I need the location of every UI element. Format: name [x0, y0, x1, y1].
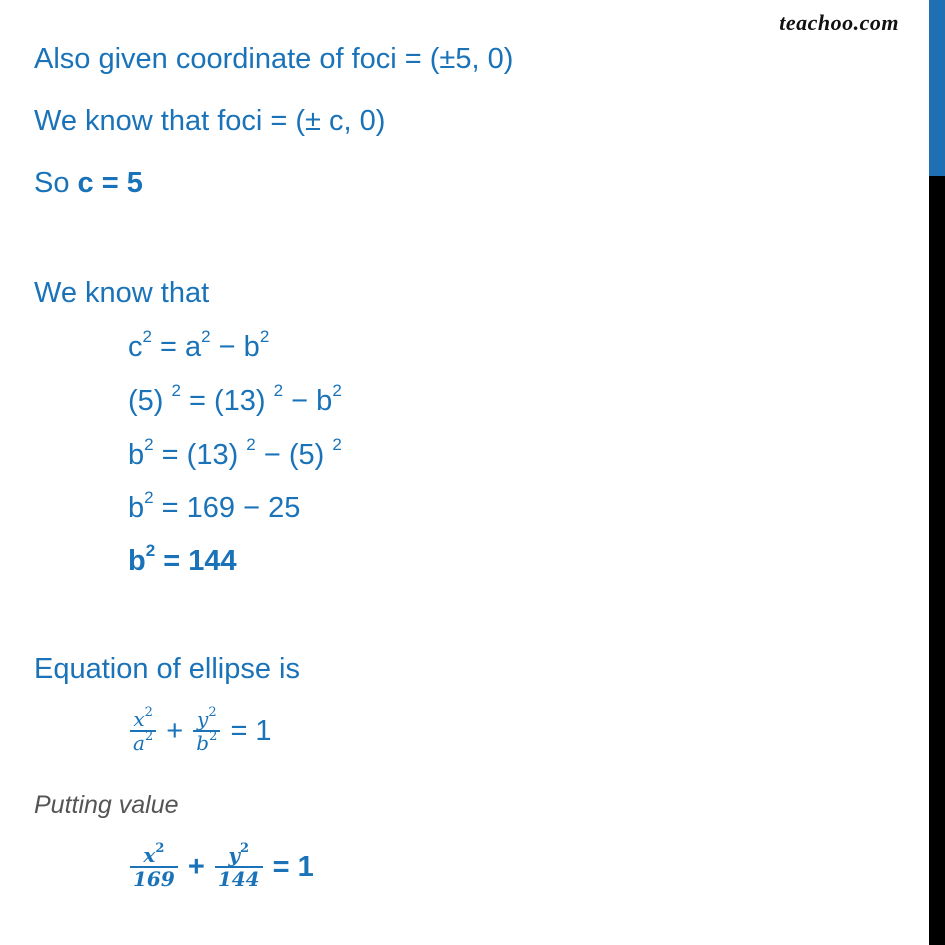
fraction-y-over-144: $\frac{y^2}{144}$ — [215, 844, 263, 890]
foci-given-line: Also given coordinate of foci = (±5, 0) — [34, 43, 514, 75]
fraction-y-over-b: $\frac{y^2}{b^2}$ — [193, 708, 220, 754]
so-prefix: So — [34, 167, 70, 199]
fraction-x-over-a: $\frac{x^2}{a^2}$ — [130, 708, 156, 754]
final-equation: $\frac{x^2}{169}$ + $\frac{y^2}{144}$ = 1 — [128, 844, 314, 890]
step-2: (5) $^2$ = (13) $^2 - b^2$ — [128, 381, 342, 417]
teachoo-logo: teachoo.com — [779, 10, 899, 35]
general-equation: $\frac{x^2}{a^2}$ + $\frac{y^2}{b^2}$ = 1 — [128, 708, 272, 754]
scrollbar-track[interactable] — [929, 0, 945, 945]
equation-intro: Equation of ellipse is — [34, 653, 300, 685]
c-value: c = 5 — [77, 167, 143, 199]
foci-formula-line: We know that foci = (± c, 0) — [34, 105, 386, 137]
know-that-line: We know that — [34, 277, 210, 309]
step-4: $b^2 = 169 - 25$ — [128, 488, 301, 524]
c-value-line — [34, 166, 143, 200]
step-1: $c^2 = a^2 - b^2$ — [128, 327, 270, 363]
putting-value-note: Putting value — [34, 791, 179, 819]
step-3: $b^2 = (13) ^2 - (5)$ $^2$ — [128, 435, 342, 471]
scrollbar-thumb[interactable] — [929, 0, 945, 176]
step-5-result: $b^2 = 144$ — [128, 541, 237, 577]
fraction-x-over-169: $\frac{x^2}{169}$ — [130, 844, 178, 890]
